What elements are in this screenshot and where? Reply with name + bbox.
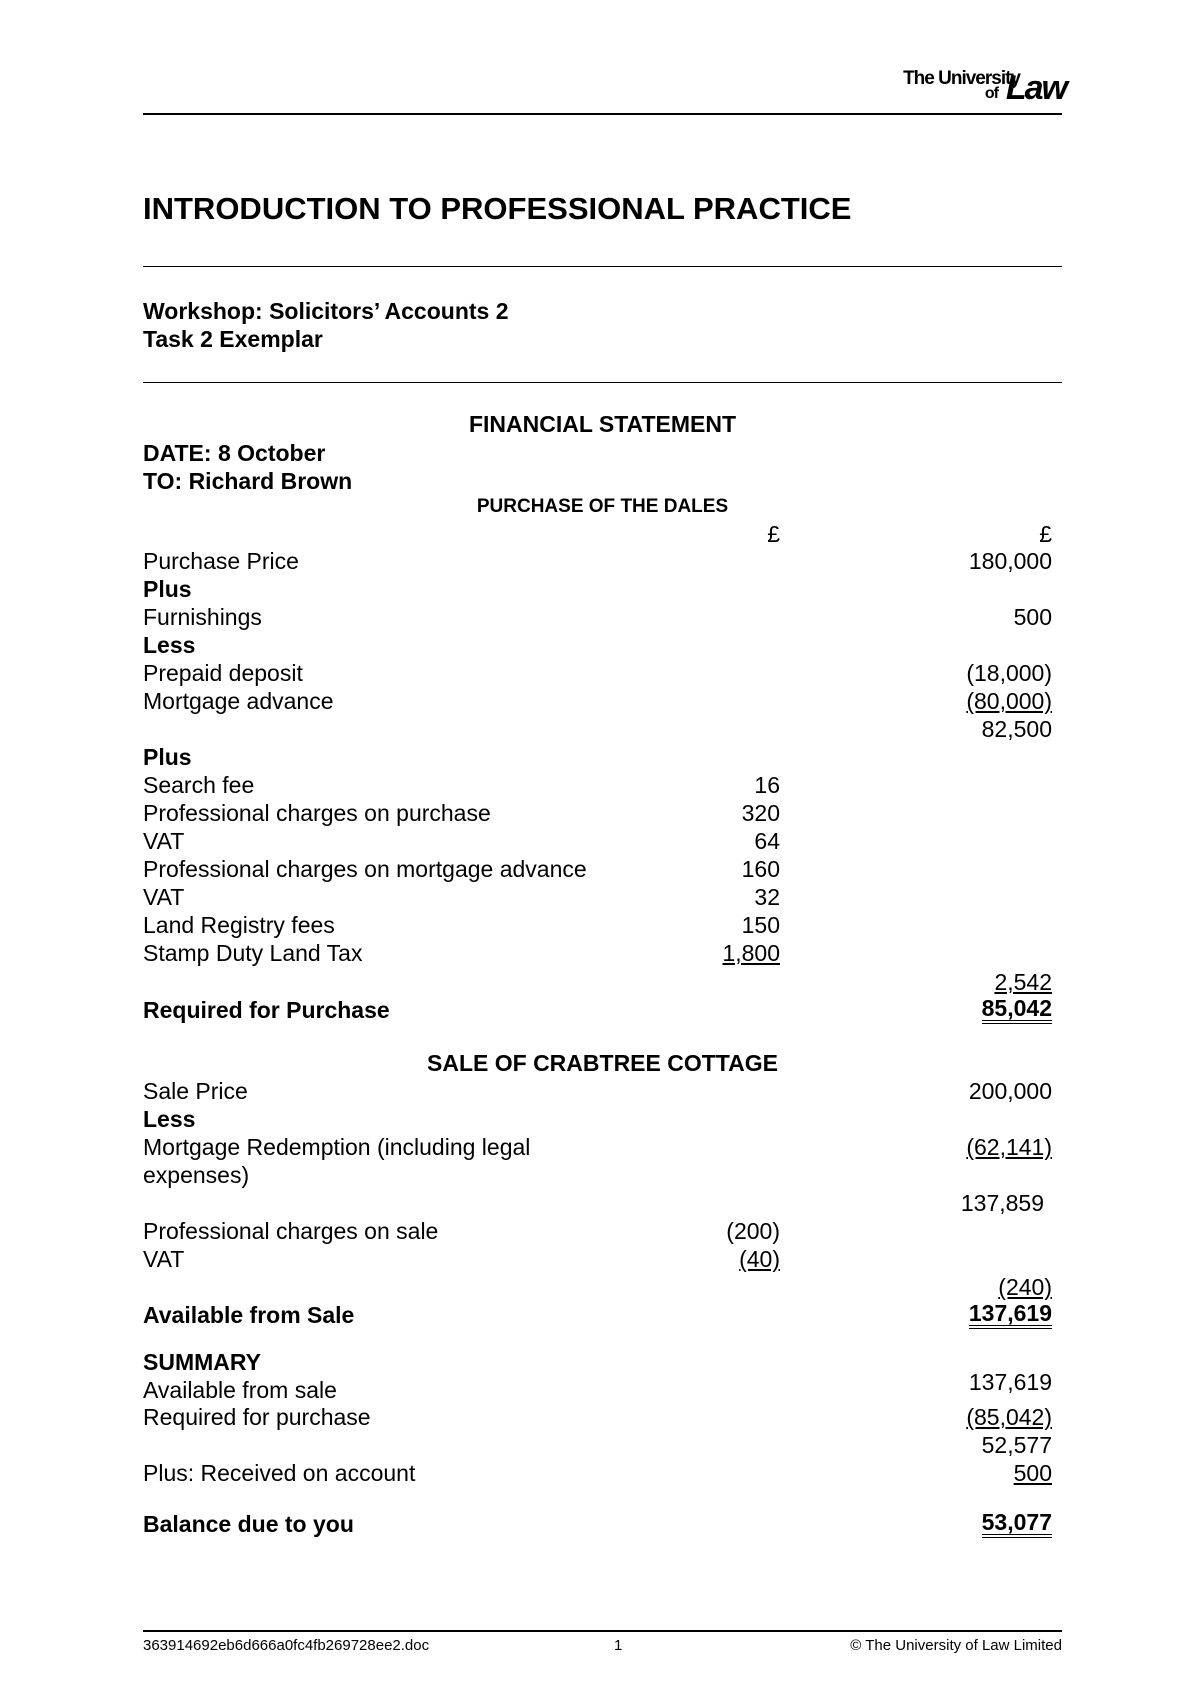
summary-required-value: (85,042) [966, 1404, 1052, 1430]
required-for-purchase-value: 85,042 [982, 996, 1052, 1024]
statement-date: DATE: 8 October [143, 440, 326, 466]
balance-due-value: 53,077 [982, 1510, 1052, 1538]
sale-vat-label: VAT [143, 1246, 185, 1272]
purchase-price-label: Purchase Price [143, 548, 299, 574]
redemption-value: (62,141) [966, 1134, 1052, 1160]
list-item: VAT [143, 884, 185, 910]
mortgage-advance-label: Mortgage advance [143, 688, 334, 714]
title-divider [143, 266, 1062, 267]
list-item: Stamp Duty Land Tax [143, 940, 363, 966]
redemption-label-line-2: expenses) [143, 1162, 250, 1188]
logo-line-1: The University [903, 68, 1020, 89]
sale-subtotal: 137,859 [960, 1190, 1044, 1216]
university-logo [846, 66, 1066, 106]
list-item: VAT [143, 828, 185, 854]
purchase-items-total: 2,542 [994, 969, 1052, 995]
footer-copyright: © The University of Law Limited [850, 1637, 1062, 1654]
summary-available-value: 137,619 [968, 1369, 1052, 1395]
redemption-label-line-1: Mortgage Redemption (including legal [143, 1134, 531, 1160]
list-item-value: 1,800 [722, 940, 780, 966]
summary-heading: SUMMARY [143, 1349, 261, 1375]
header-divider [143, 113, 1062, 115]
list-item-value: 64 [754, 828, 780, 854]
list-item: Land Registry fees [143, 912, 335, 938]
logo-line-3: Law [1005, 69, 1066, 107]
sale-price-label: Sale Price [143, 1078, 248, 1104]
summary-available-label: Available from sale [143, 1377, 337, 1403]
purchase-less-label: Less [143, 632, 196, 658]
task-title: Task 2 Exemplar [143, 326, 323, 352]
list-item: Professional charges on purchase [143, 800, 491, 826]
logo-line-2: of [984, 85, 998, 102]
mortgage-advance-value: (80,000) [966, 688, 1052, 714]
furnishings-value: 500 [1013, 604, 1052, 630]
received-on-account-label: Plus: Received on account [143, 1460, 416, 1486]
purchase-subtotal: 82,500 [981, 716, 1052, 742]
workshop-title: Workshop: Solicitors’ Accounts 2 [143, 298, 509, 324]
page-title: INTRODUCTION TO PROFESSIONAL PRACTICE [143, 191, 852, 226]
available-from-sale-label: Available from Sale [143, 1302, 355, 1328]
footer-filename: 363914692eb6d666a0fc4fb269728ee2.doc [143, 1637, 430, 1654]
purchase-col2-currency: £ [1039, 521, 1052, 547]
sale-less-label: Less [143, 1106, 196, 1132]
section-divider [143, 382, 1062, 383]
deposit-label: Prepaid deposit [143, 660, 303, 686]
list-item-value: 160 [741, 856, 780, 882]
statement-recipient: TO: Richard Brown [143, 468, 353, 494]
list-item: Professional charges on mortgage advance [143, 856, 587, 882]
sale-charges-label: Professional charges on sale [143, 1218, 439, 1244]
list-item-value: 150 [741, 912, 780, 938]
statement-heading: FINANCIAL STATEMENT [468, 411, 737, 437]
purchase-col1-currency: £ [767, 521, 780, 547]
list-item-value: 320 [741, 800, 780, 826]
footer-divider [143, 1630, 1062, 1632]
list-item: Search fee [143, 772, 255, 798]
balance-due-label: Balance due to you [143, 1511, 354, 1537]
footer-page-number: 1 [614, 1637, 623, 1654]
purchase-plus-label: Plus [143, 576, 192, 602]
purchase-heading: PURCHASE OF THE DALES [476, 496, 729, 517]
summary-required-label: Required for purchase [143, 1404, 371, 1430]
available-from-sale-value: 137,619 [969, 1301, 1052, 1329]
sale-price-value: 200,000 [968, 1078, 1052, 1104]
sale-heading: SALE OF CRABTREE COTTAGE [427, 1050, 778, 1076]
sale-vat-value: (40) [739, 1246, 780, 1272]
list-item-value: 32 [754, 884, 780, 910]
received-on-account-value: 500 [1013, 1460, 1052, 1486]
list-item-value: 16 [754, 772, 780, 798]
sale-charges-value: (200) [726, 1218, 780, 1244]
required-for-purchase-label: Required for Purchase [143, 997, 390, 1023]
summary-subtotal: 52,577 [981, 1432, 1052, 1458]
sale-charges-total: (240) [998, 1274, 1052, 1300]
purchase-price-value: 180,000 [968, 548, 1052, 574]
deposit-value: (18,000) [966, 660, 1052, 686]
furnishings-label: Furnishings [143, 604, 262, 630]
purchase-plus-label-2: Plus [143, 744, 192, 770]
